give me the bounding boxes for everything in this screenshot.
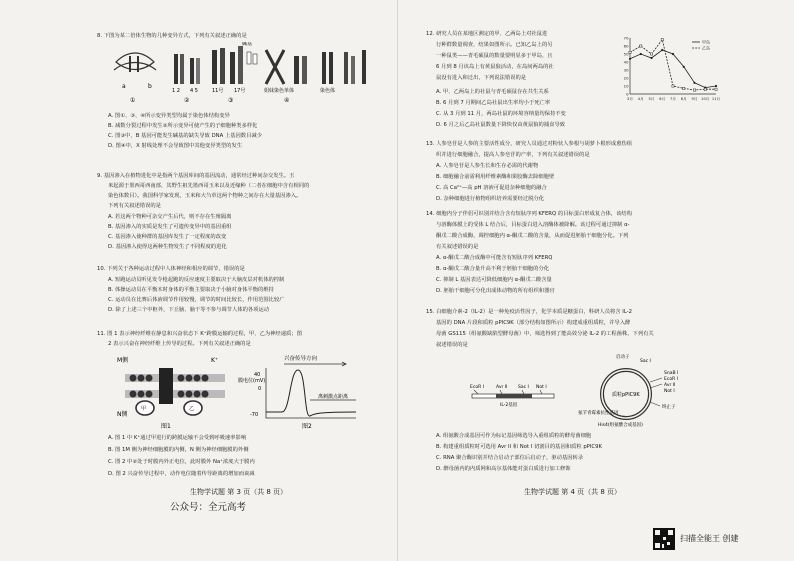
y-tick-label: 70 (623, 35, 629, 41)
y-tick-label: 10 (623, 83, 629, 89)
q15-option-c[interactable]: C. RNA 聚合酶识别并结合启动子部位后启动子，驱动基因转录 (436, 455, 584, 461)
ecor-site-2: EcoR I (664, 377, 678, 382)
q12-line-2: 行种群数量调查，结果如图所示。已知乙岛上的另 (436, 42, 553, 48)
q14-option-a[interactable]: A. α-酮戊二酸合成酶中可能含有短肽序列 KFERQ (436, 255, 553, 261)
y-tick-label: 40 (623, 59, 629, 65)
q9-line-3: 染色体数目）。我国科学家发现，玉米和大刍草这两个物种之间存在大量基因渗入。 (108, 193, 302, 199)
q14-line-2: 与溶酶体膜上的受体 L 结合后，目标蛋白进入溶酶体被降解。该过程可通过抑制 α- (436, 222, 630, 228)
data-point (715, 88, 717, 90)
data-point (715, 85, 717, 87)
q12-line-1: 12. 研究人员在某地区测定的甲、乙两岛上对社鼠进 (426, 31, 548, 37)
q13-line-2: 织并进行细胞融合，提高人参皂苷的产率，下列有关叙述错误的是 (436, 152, 590, 158)
y-tick-label: 50 (623, 51, 629, 57)
data-point (672, 53, 674, 55)
y-tick-label: 0 (626, 91, 629, 97)
q8-option-d[interactable]: D. 图④中，X 射线处理不会导致图中其他变异类型的发生 (108, 143, 243, 149)
q8-fig1 (114, 53, 156, 104)
plasmid-name: 质粒pPIC9K (612, 392, 640, 398)
q11-option-b[interactable]: B. 图 1M 侧为神经细胞膜的内侧，N 侧为神经细胞膜的外侧 (108, 447, 249, 453)
q8-option-a[interactable]: A. 图①、③、④所示变异类型均属于染色体结构变异 (108, 113, 230, 119)
y-tick-label: 60 (623, 43, 629, 49)
data-point (672, 85, 674, 87)
q11-line-1: 11. 图 1 表示神经纤维在静息和兴奋状态下 K⁺跨膜运输的过程，甲、乙为神经递质；图 (97, 331, 302, 337)
q14-line-3: 酮戊二酸合成酶，调控细胞内 α-酮戊二酸的含量，从而促进胚胎干细胞分化。下列 (436, 233, 629, 239)
q15-line-3: 母菌 GS115（组氨酸缺陷型酵母菌）中，筛选得到了能高效分泌 IL-2 的工程菌株，下列有关 (436, 331, 654, 337)
data-point (629, 58, 631, 60)
q12-option-d[interactable]: D. 6 月之后乙岛社鼠数量下降快仅由黄鼠狼的捕食导致 (436, 122, 566, 128)
q10-option-b[interactable]: B. 体操运动员在平衡木时身体的平衡主要取决于小脑对身体平衡的维持 (108, 287, 274, 293)
q8-base: 碱基 (242, 42, 253, 47)
q13-option-b[interactable]: B. 细胞融合前需利用纤维素酶和果胶酶去除细胞壁 (436, 174, 555, 180)
x-tick-label: 9月 (691, 97, 698, 101)
q11-ylabel: 膜电位(mV) (238, 378, 266, 384)
data-point (693, 82, 695, 84)
legend-entry: 甲岛 (702, 39, 710, 45)
q12-option-c[interactable]: C. 从 3 月到 11 月，两岛社鼠的环境容纳量均保持不变 (436, 111, 566, 117)
x-tick-label: 3月 (627, 97, 633, 101)
data-point (683, 66, 685, 68)
q11-fig1-caption: 图1 (161, 423, 171, 430)
q11-jia: 甲 (141, 406, 147, 412)
q8-chr17: 17号 (234, 88, 246, 94)
legend-entry: 乙岛 (702, 45, 710, 51)
q9-option-c[interactable]: C. 基因渗入使种群的基因库发生了一定程度的改变 (108, 234, 227, 240)
q8-fig5 (320, 50, 366, 94)
q8-sister: 姐妹染色单体 (264, 88, 295, 94)
q15-line-1: 15. 白细胞介素-2（IL-2）是一种免疫活性因子，化学本质是糖蛋白，科研人员将含 IL-2 (426, 309, 632, 315)
q11-option-a[interactable]: A. 图 1 中 K⁺通过甲进行的跨膜运输不会受到呼吸速率影响 (108, 435, 247, 441)
q10-stem: 10. 下列关于各种运动过程中人体神经和相应的调节，错误的是 (97, 266, 245, 272)
site-avrii: Avr II (496, 385, 508, 390)
data-point (693, 89, 695, 91)
q11-yi: 乙 (189, 406, 195, 412)
q8-ov1: 1 2 (172, 88, 180, 94)
q8-fig2 (172, 54, 200, 104)
q9-option-a[interactable]: A. 若这两个物种可杂交产生后代，则不存在生殖隔离 (108, 214, 232, 220)
terminator-label: 终止子 (662, 405, 676, 410)
q11-y70: -70 (250, 412, 259, 418)
q11-y40: 40 (254, 372, 261, 378)
x-tick-label: 7月 (670, 97, 676, 101)
q11-fig2-caption: 图2 (302, 423, 312, 430)
data-point (640, 53, 642, 55)
q15-line-4: 叙述错误的是 (436, 342, 468, 348)
q11-n-side: N侧 (117, 411, 128, 418)
site-noti: Not I (536, 385, 547, 390)
q15-option-b[interactable]: B. 构建重组质粒时可选用 Avr II 和 Not I 切割目的基因和质粒 pPIC9K (436, 444, 602, 450)
q15-plasmid-figure (466, 350, 716, 430)
q11-figure-2 (236, 352, 366, 430)
q11-protein (159, 368, 173, 404)
x-tick-label: 10月 (701, 97, 710, 101)
data-point (704, 88, 706, 90)
q12-line-3: 一种鼠类——青毛硕鼠的数量要明显多于甲岛，且 (436, 53, 553, 59)
his4-label: His4(组氨酸合成基因) (598, 423, 643, 428)
q8-chr11: 11号 (212, 88, 224, 94)
q11-option-d[interactable]: D. 图 2 兴奋传导过程中，动作电位随着传导距离的增加而衰减 (108, 471, 255, 477)
site-ecori: EcoR I (470, 385, 484, 390)
q10-option-a[interactable]: A. 短跑运动员听见发令枪起跑的反应速度主要取决于大脑皮层对机体的控制 (108, 277, 285, 283)
q11-line-2: 2 表示兴奋在神经纤维上传导的过程。下列有关叙述正确的是 (108, 341, 251, 347)
x-tick-label: 6月 (659, 97, 666, 101)
q8-num-4: ④ (284, 97, 290, 104)
snab-site: SnaB I (664, 371, 679, 376)
q8-option-c[interactable]: C. 图③中，B 基因可能发生碱基的缺失导致 DNA 上基因数目减少 (108, 133, 262, 139)
q8-fig3 (212, 42, 257, 104)
q15-line-2: 基因的 DNA 片段和质粒 pPIC9K（部分结构如图所示）构建成重组质粒，并导入酵 (436, 320, 631, 326)
sac-site-label: Sac I (640, 359, 651, 364)
q8-label-a: a (122, 83, 126, 90)
right-page (397, 0, 794, 561)
q13-option-d[interactable]: D. 杂种细胞进行植物组织培养需要经过脱分化 (436, 196, 545, 202)
q10-option-d[interactable]: D. 除了上述三个中枢外，下丘脑、脑干等不参与调节人体的各项运动 (108, 307, 270, 313)
q12-option-b[interactable]: B. 6 月到 7 月期间乙岛社鼠出生率均小于死亡率 (436, 100, 551, 106)
q11-figure-1 (115, 352, 230, 430)
x-tick-label: 5月 (648, 97, 655, 101)
q8-fig4 (264, 50, 307, 104)
q11-direction-label: 兴奋传导方向 (284, 356, 318, 362)
q8-figure (108, 42, 380, 112)
x-tick-label: 4月 (637, 97, 644, 101)
q8-cross: 染色体 (320, 88, 336, 94)
q15-option-a[interactable]: A. 组氨酸合成基因可作为标记基因筛选导入重组质粒的酵母菌细胞 (436, 433, 592, 439)
q14-option-c[interactable]: C. 抑制 L 基因表达可降低细胞内 α-酮戊二酸含量 (436, 277, 552, 283)
q9-line-4: 下列有关叙述错误的是 (108, 203, 161, 209)
q12-line-4: 6 月到 8 月该岛上有黄鼠狼活动，在岛间两岛的社 (436, 64, 554, 70)
q9-option-d[interactable]: D. 基因渗入使得这两种生物发生了不同程度的进化 (108, 244, 227, 250)
x-tick-label: 11月 (711, 97, 720, 101)
q14-line-1: 14. 细胞内分子伴侣可识别并结合含有短肽序列 KFERQ 的目标蛋白形成复合体，该结构 (426, 211, 632, 217)
q8-label-b: b (148, 83, 152, 90)
series-line-1 (630, 50, 716, 88)
promoter-label: 启动子 (616, 355, 630, 360)
q9-option-b[interactable]: B. 基因渗入的实质是发生了可遗传变异中的基因重组 (108, 224, 232, 230)
q14-option-d[interactable]: D. 胚胎干细胞可分化出成体动物的所有组织和器官 (436, 288, 555, 294)
data-point (661, 49, 663, 51)
q11-axes (266, 368, 356, 418)
qr-code-icon[interactable] (653, 528, 675, 550)
amp-resistance-label: 氨苄青霉素抗性基因 (578, 411, 619, 416)
data-point (629, 51, 631, 53)
left-page-footer: 生物学试题 第 3 页（共 8 页） (190, 488, 288, 496)
q8-num-3: ③ (228, 97, 234, 104)
scan-stamp: 扫描全能王 创建 (680, 534, 739, 543)
q9-line-1: 9. 基因渗入在植物进化中是指两个基因库间的基因流动，通常经过种间杂交发生。玉 (97, 173, 295, 179)
q8-num-1: ① (130, 97, 136, 104)
q13-option-a[interactable]: A. 人参皂苷是人参生长和生存必需的代谢物 (436, 163, 539, 169)
x-tick-label: 8月 (680, 97, 687, 101)
y-tick-label: 20 (623, 75, 629, 81)
data-point (640, 45, 642, 47)
q11-option-c[interactable]: C. 图 2 中②处于时膜内外正电位，此时膜外 Na⁺浓度大于膜内 (108, 459, 255, 465)
q8-ov2: 4 5 (190, 88, 198, 94)
q12-line-5: 鼠没有进入和迁出，下列说法错误的是 (436, 75, 527, 81)
q12-option-a[interactable]: A. 甲、乙两岛上的社鼠与青毛硕鼠存在共生关系 (436, 89, 549, 95)
q11-k-ion: K⁺ (211, 357, 219, 364)
not-site-2: Not I (664, 389, 675, 394)
watermark-text: 公众号：全元高考 (170, 502, 247, 513)
q13-option-c[interactable]: C. 高 Ca²⁺—高 pH 溶液可促进杂种细胞的融合 (436, 185, 547, 191)
q15-option-d[interactable]: D. 酵母菌内的内质网和高尔基体能对蛋白质进行加工修饰 (436, 466, 571, 472)
q8-stem: 8. 下图为某二倍体生物的几种变异方式，下列有关叙述正确的是 (97, 33, 247, 39)
q8-option-b[interactable]: B. 减数分裂过程中发生②所示变异可使产生的子细胞种类多样化 (108, 123, 258, 129)
q8-num-2: ② (184, 97, 190, 104)
q14-option-b[interactable]: B. α-酮戊二酸合量升高不利于胚胎干细胞的分化 (436, 266, 550, 272)
q11-m-side: M侧 (117, 357, 129, 364)
right-page-footer: 生物学试题 第 4 页（共 8 页） (524, 488, 622, 496)
population-chart (620, 34, 720, 106)
q14-line-4: 有关叙述错误的是 (436, 244, 479, 250)
data-point (650, 57, 652, 59)
site-saci: Sac I (518, 385, 529, 390)
il2-gene-label: IL-2基因 (500, 403, 518, 408)
data-point (661, 39, 663, 41)
data-point (683, 87, 685, 89)
q9-line-2: 米起源于墨西哥西南部，其野生祖先墨西哥玉米以及近缘种（二者在细胞中含有相同的 (108, 183, 310, 189)
q10-option-c[interactable]: C. 运动员在比赛后体液调节作用较慢，调节的时间比较长，作用范围比较广 (108, 297, 285, 303)
data-point (650, 53, 652, 55)
q11-xlabel: 离刺激点距离 (318, 394, 349, 400)
q11-y0: 0 (258, 386, 262, 392)
y-tick-label: 30 (623, 67, 629, 73)
avr-site-2: Avr II (664, 383, 676, 388)
q13-line-1: 13. 人参皂苷是人参的主要活性成分，研究人员通过对粉状人参根与胡萝卜根形成愈伤组 (426, 141, 633, 147)
